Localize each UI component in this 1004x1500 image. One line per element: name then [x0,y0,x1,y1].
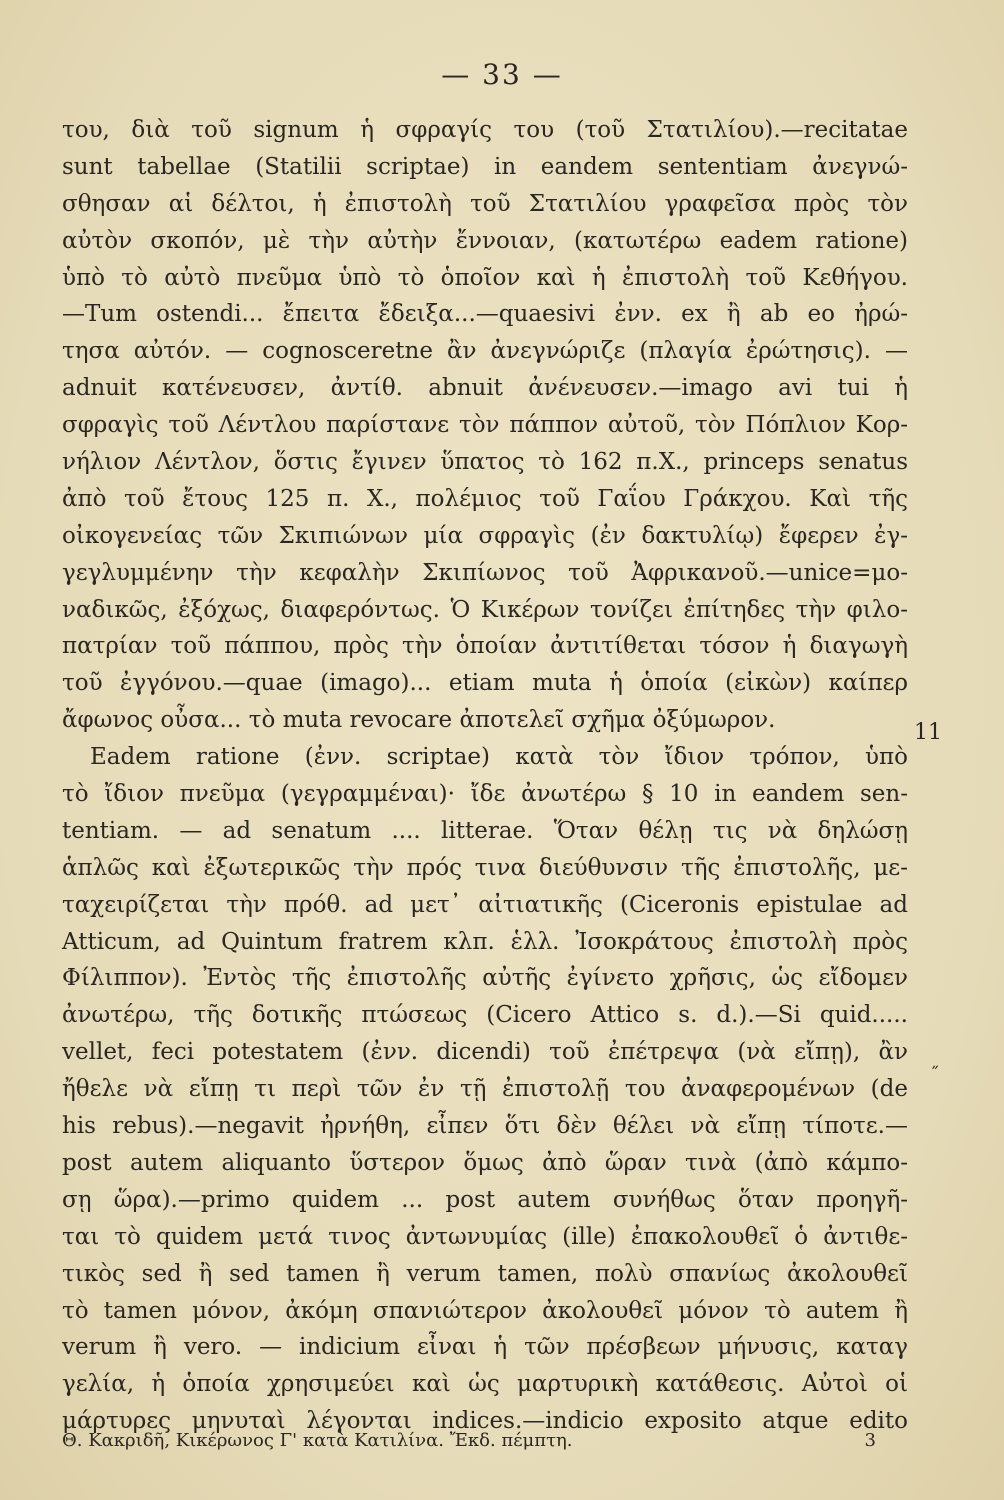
footer-citation: Θ. Κακριδῆ, Κικέρωνος Γ' κατὰ Κατιλίνα. Ἔκδ. πέμπτη. [62,1430,573,1451]
text-line-24: Φίλιππον). Ἐντὸς τῆς ἐπιστολῆς αὐτῆς ἐγίνετο χρῆσις, ὡς εἴδομεν [62,965,908,992]
text-line-34: verum ἢ vero. — indicium εἶναι ἡ τῶν πρέσβεων μήνυσις, καταγ [62,1334,908,1361]
text-line-7: τησα αὐτόν. — cognosceretne ἂν ἀνεγνώριζε (πλαγία ἐρώτησις). — [62,338,908,365]
text-line-25: ἀνωτέρω, τῆς δοτικῆς πτώσεως (Cicero Attico s. d.).—Si quid..... [62,1002,908,1029]
body-text [62,112,908,1440]
text-line-23: Atticum, ad Quintum fratrem κλπ. ἑλλ. Ἰσοκράτους ἐπιστολὴ πρὸς [62,928,908,955]
text-line-19: τὸ ἴδιον πνεῦμα (γεγραμμέναι)· ἴδε ἀνωτέρω § 10 in eandem sen- [62,781,908,808]
text-line-36: μάρτυρες μηνυταὶ λέγονται indices.—indicio exposito atque edito [62,1408,908,1435]
footer [62,1430,876,1451]
text-line-17: ἄφωνος οὖσα... τὸ muta revocare ἀποτελεῖ σχῆμα ὀξύμωρον. [62,707,776,734]
text-line-9: σφραγὶς τοῦ Λέντλου παρίστανε τὸν πάππον αὐτοῦ, τὸν Πόπλιον Κορ- [62,412,908,439]
text-line-4: αὐτὸν σκοπόν, μὲ τὴν αὐτὴν ἔννοιαν, (κατωτέρω eadem ratione) [62,227,908,254]
text-line-16: τοῦ ἐγγόνου.—quae (imago)... etiam muta ἡ ὁποία (εἰκὼν) καίπερ [62,670,908,697]
margin-mark: ˝ [930,1064,939,1085]
text-line-1: του, διὰ τοῦ signum ἡ σφραγίς του (τοῦ Στατιλίου).—recitatae [62,117,908,143]
text-line-14: ναδικῶς, ἐξόχως, διαφερόντως. Ὁ Κικέρων τονίζει ἐπίτηδες τὴν φιλο- [62,596,908,623]
text-line-30: σῃ ὥρα).—primo quidem ... post autem συνήθως ὅταν προηγῆ- [62,1186,908,1213]
text-line-21: ἁπλῶς καὶ ἐξωτερικῶς τὴν πρός τινα διεύθυνσιν τῆς ἐπιστολῆς, με- [62,854,908,881]
footer-signature-mark: 3 [864,1430,876,1451]
text-line-12: οἰκογενείας τῶν Σκιπιώνων μία σφραγὶς (ἐν δακτυλίῳ) ἔφερεν ἐγ- [62,522,908,549]
text-line-2: sunt tabellae (Statilii scriptae) in eandem sententiam ἀνεγνώ- [62,153,908,180]
text-line-33: τὸ tamen μόνον, ἀκόμη σπανιώτερον ἀκολουθεῖ μόνον τὸ autem ἢ [62,1297,908,1324]
text-line-29: post autem aliquanto ὕστερον ὅμως ἀπὸ ὥραν τινὰ (ἀπὸ κάμπο- [62,1149,908,1176]
text-line-8: adnuit κατένευσεν, ἀντίθ. abnuit ἀνένευσεν.—imago avi tui ἡ [62,375,908,402]
page-number: — 33 — [441,58,563,91]
margin-section-number: 11 [914,720,942,745]
text-line-31: ται τὸ quidem μετά τινος ἀντωνυμίας (ille) ἐπακολουθεῖ ὁ ἀντιθε- [62,1223,908,1250]
text-line-27: ἤθελε νὰ εἴπῃ τι περὶ τῶν ἐν τῇ ἐπιστολῇ του ἀναφερομένων (de [62,1076,908,1103]
text-line-6: —Tum ostendi... ἔπειτα ἔδειξα...—quaesivi ἐνν. ex ἢ ab eo ἠρώ- [62,301,908,328]
text-line-13: γεγλυμμένην τὴν κεφαλὴν Σκιπίωνος τοῦ Ἀφρικανοῦ.—unice=μο- [62,559,908,586]
text-line-15: πατρίαν τοῦ πάππου, πρὸς τὴν ὁποίαν ἀντιτίθεται τόσον ἡ διαγωγὴ [62,633,908,660]
text-line-5: ὑπὸ τὸ αὐτὸ πνεῦμα ὑπὸ τὸ ὁποῖον καὶ ἡ ἐπιστολὴ τοῦ Κεθήγου. [62,264,908,291]
text-line-18: Eadem ratione (ἐνν. scriptae) κατὰ τὸν ἴδιον τρόπον, ὑπὸ [90,744,908,771]
text-line-10: νήλιον Λέντλον, ὅστις ἔγινεν ὕπατος τὸ 162 π.Χ., princeps senatus [62,449,908,476]
text-line-3: σθησαν αἱ δέλτοι, ἡ ἐπιστολὴ τοῦ Στατιλίου γραφεῖσα πρὸς τὸν [62,190,908,217]
text-line-11: ἀπὸ τοῦ ἔτους 125 π. Χ., πολέμιος τοῦ Γαΐου Γράκχου. Καὶ τῆς [62,485,908,512]
text-line-26: vellet, feci potestatem (ἐνν. dicendi) τοῦ ἐπέτρεψα (νὰ εἴπῃ), ἂν [62,1039,908,1066]
text-line-32: τικὸς sed ἢ sed tamen ἢ verum tamen, πολὺ σπανίως ἀκολουθεῖ [62,1260,908,1287]
text-line-28: his rebus).—negavit ἠρνήθη, εἶπεν ὅτι δὲν θέλει νὰ εἴπῃ τίποτε.— [62,1113,908,1140]
text-line-22: ταχειρίζεται τὴν πρόθ. ad μετ᾽ αἰτιατικῆς (Ciceronis epistulae ad [62,891,908,918]
text-line-20: tentiam. — ad senatum .... litterae. Ὅταν θέλῃ τις νὰ δηλώσῃ [62,817,908,844]
text-line-35: γελία, ἡ ὁποία χρησιμεύει καὶ ὡς μαρτυρικὴ κατάθεσις. Αὐτοὶ οἱ [62,1371,908,1398]
